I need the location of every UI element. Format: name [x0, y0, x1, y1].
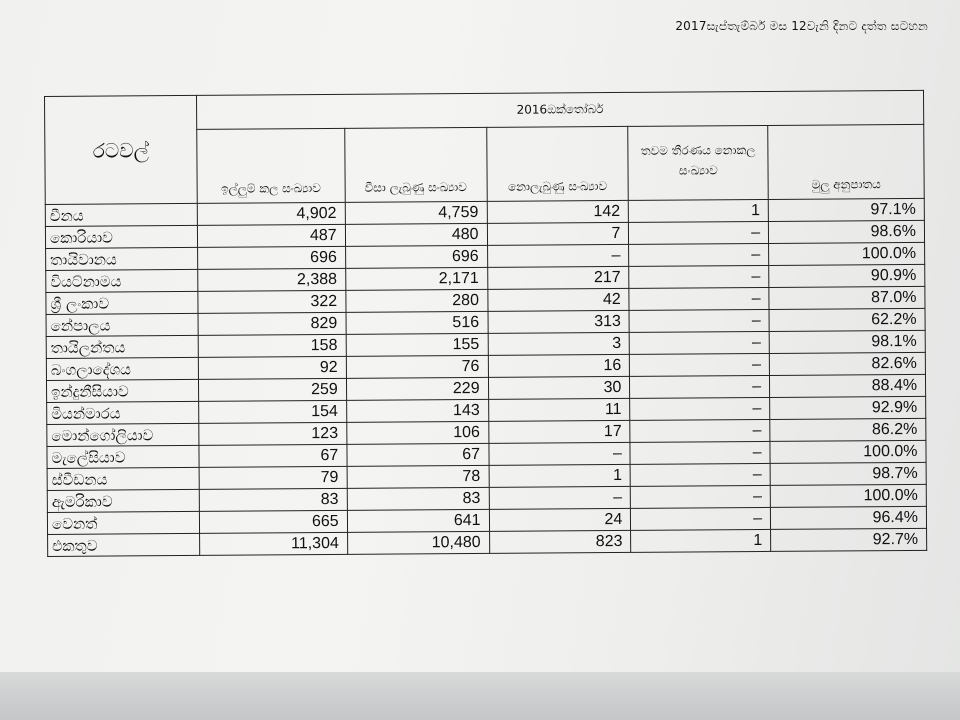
rejected-cell: –	[487, 244, 629, 267]
pending-cell: –	[629, 287, 769, 310]
country-cell: වියට්නාමය	[46, 269, 198, 292]
rejected-cell: 313	[488, 310, 630, 333]
ratio-cell: 96.4%	[771, 506, 927, 529]
granted-cell: 280	[346, 289, 488, 312]
country-column-header: රටවල්	[45, 95, 198, 204]
applied-cell: 4,902	[197, 202, 345, 225]
rejected-cell: 42	[487, 288, 629, 311]
applied-cell: 83	[199, 488, 347, 511]
ratio-cell: 98.1%	[769, 330, 925, 353]
ratio-cell: 97.1%	[768, 198, 924, 221]
applied-cell: 158	[198, 334, 346, 357]
applied-cell: 67	[199, 444, 347, 467]
country-cell: මියන්මාරය	[47, 401, 199, 424]
pending-cell: –	[630, 331, 770, 354]
rejected-column-header: නොලැබුණු සංඛ්‍යාව	[486, 126, 628, 201]
pending-cell: –	[630, 375, 770, 398]
granted-cell: 696	[345, 245, 487, 268]
pending-cell: –	[631, 485, 771, 508]
pending-cell: –	[631, 507, 771, 530]
rejected-cell: –	[489, 486, 631, 509]
rejected-cell: 7	[487, 222, 629, 245]
granted-cell: 78	[347, 465, 489, 488]
applied-cell: 322	[198, 290, 346, 313]
pending-cell: –	[629, 309, 769, 332]
granted-cell: 143	[346, 399, 488, 422]
pending-cell: –	[630, 353, 770, 376]
country-cell: ශ්‍රී ලංකාව	[46, 291, 198, 314]
ratio-cell: 90.9%	[769, 264, 925, 287]
rejected-cell: 823	[489, 530, 631, 553]
pending-cell: –	[630, 463, 770, 486]
visa-statistics-table	[44, 90, 927, 557]
country-cell: ස්වීඩනය	[47, 467, 199, 490]
granted-cell: 67	[347, 443, 489, 466]
applied-cell: 2,388	[198, 268, 346, 291]
rejected-cell: 17	[488, 420, 630, 443]
rejected-cell: –	[488, 442, 630, 465]
country-cell: මොන්ගෝලියාව	[47, 423, 199, 446]
ratio-cell: 86.2%	[770, 418, 926, 441]
country-cell: එකතුව	[48, 533, 200, 556]
applied-column-header: ඉල්ලුම් කල සංඛ්‍යාව	[197, 128, 345, 203]
applied-cell: 11,304	[199, 532, 347, 555]
ratio-cell: 88.4%	[770, 374, 926, 397]
country-cell: තායිලන්තය	[46, 335, 198, 358]
country-cell: බංගලාදේශය	[46, 357, 198, 380]
table-body	[45, 198, 926, 556]
granted-cell: 76	[346, 355, 488, 378]
applied-cell: 487	[197, 224, 345, 247]
applied-cell: 829	[198, 312, 346, 335]
rejected-cell: 30	[488, 376, 630, 399]
pending-cell: 1	[631, 529, 771, 552]
applied-cell: 79	[199, 466, 347, 489]
country-cell: වෙනත්	[47, 511, 199, 534]
granted-cell: 2,171	[345, 267, 487, 290]
ratio-cell: 98.7%	[770, 462, 926, 485]
granted-cell: 4,759	[345, 201, 487, 224]
pending-cell: –	[629, 265, 769, 288]
country-cell: නේපාලය	[46, 313, 198, 336]
granted-cell: 10,480	[347, 531, 489, 554]
ratio-cell: 92.9%	[770, 396, 926, 419]
ratio-cell: 92.7%	[771, 528, 927, 551]
country-cell: චීනය	[45, 203, 197, 226]
pending-cell: –	[629, 243, 769, 266]
granted-cell: 516	[346, 311, 488, 334]
applied-cell: 92	[198, 356, 346, 379]
granted-cell: 641	[347, 509, 489, 532]
rejected-cell: 142	[487, 200, 629, 223]
granted-column-header: වීසා ලැබුණු සංඛ්‍යාව	[344, 127, 486, 202]
document-header-note: 2017සැප්තැම්බර් මස 12වැනි දිනට දත්ත සටහන	[675, 19, 928, 33]
granted-cell: 155	[346, 333, 488, 356]
pending-cell: 1	[629, 199, 769, 222]
ratio-cell: 98.6%	[769, 220, 925, 243]
period-header: 2016ඔක්තෝබර්	[196, 90, 923, 129]
rejected-cell: 11	[488, 398, 630, 421]
applied-cell: 123	[199, 422, 347, 445]
pending-cell: –	[630, 441, 770, 464]
country-cell: තායිවානය	[46, 247, 198, 270]
applied-cell: 696	[197, 246, 345, 269]
ratio-cell: 82.6%	[769, 352, 925, 375]
ratio-cell: 100.0%	[769, 242, 925, 265]
applied-cell: 154	[199, 400, 347, 423]
desk-shadow	[0, 672, 960, 720]
applied-cell: 259	[198, 378, 346, 401]
ratio-cell: 100.0%	[770, 440, 926, 463]
rejected-cell: 3	[488, 332, 630, 355]
ratio-cell: 100.0%	[770, 484, 926, 507]
applied-cell: 665	[199, 510, 347, 533]
ratio-cell: 62.2%	[769, 308, 925, 331]
country-cell: කොරියාව	[45, 225, 197, 248]
granted-cell: 229	[346, 377, 488, 400]
rejected-cell: 217	[487, 266, 629, 289]
granted-cell: 83	[347, 487, 489, 510]
granted-cell: 106	[346, 421, 488, 444]
ratio-cell: 87.0%	[769, 286, 925, 309]
rejected-cell: 24	[489, 508, 631, 531]
granted-cell: 480	[345, 223, 487, 246]
country-cell: ඇමරිකාව	[47, 489, 199, 512]
pending-cell: –	[630, 397, 770, 420]
ratio-column-header: මුලු අනුපාතය	[768, 124, 924, 199]
pending-column-header: තවම තීරණය නොකල සංඛ්‍යාව	[628, 125, 768, 200]
pending-cell: –	[630, 419, 770, 442]
rejected-cell: 1	[489, 464, 631, 487]
rejected-cell: 16	[488, 354, 630, 377]
pending-cell: –	[629, 221, 769, 244]
country-cell: ඉන්දුනීසියාව	[46, 379, 198, 402]
country-cell: මැලේසියාව	[47, 445, 199, 468]
